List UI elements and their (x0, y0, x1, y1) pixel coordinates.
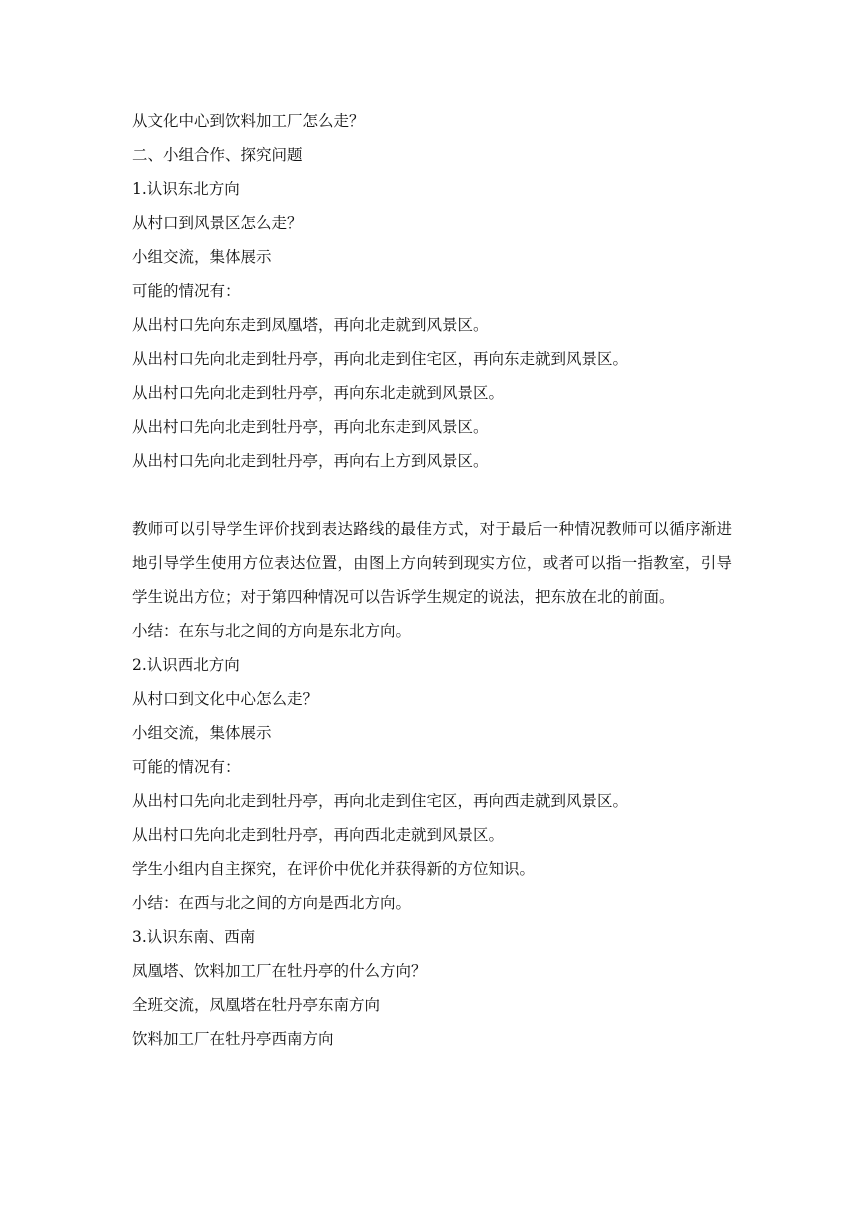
route-option: 从出村口先向北走到牡丹亭，再向北东走到风景区。 (132, 418, 489, 436)
subsection-heading: 1.认识东北方向 (132, 180, 240, 198)
text-line: 学生小组内自主探究，在评价中优化并获得新的方位知识。 (132, 860, 536, 878)
text-line: 饮料加工厂在牡丹亭西南方向 (132, 1030, 334, 1048)
summary-line: 小结：在西与北之间的方向是西北方向。 (132, 894, 412, 912)
question-line: 从村口到文化中心怎么走？ (132, 690, 319, 708)
teacher-guidance-paragraph: 教师可以引导学生评价找到表达路线的最佳方式，对于最后一种情况教师可以循序渐进地引导学生使用方位表达位置，由图上方向转到现实方位，或者可以指一指教室，引导学生说出方位；对于第四种情况可以告诉学生规定的说法，把东放在北的前面。 (132, 520, 732, 606)
subsection-heading: 2.认识西北方向 (132, 656, 240, 674)
route-option: 从出村口先向北走到牡丹亭，再向东北走就到风景区。 (132, 384, 505, 402)
route-option: 从出村口先向北走到牡丹亭，再向北走到住宅区，再向西走就到风景区。 (132, 792, 629, 810)
question-line: 从村口到风景区怎么走？ (132, 214, 303, 232)
route-option: 从出村口先向东走到凤凰塔，再向北走就到风景区。 (132, 316, 489, 334)
summary-line: 小结：在东与北之间的方向是东北方向。 (132, 622, 412, 640)
route-option: 从出村口先向北走到牡丹亭，再向西北走就到风景区。 (132, 826, 505, 844)
section-heading: 二、小组合作、探究问题 (132, 146, 303, 164)
route-option: 从出村口先向北走到牡丹亭，再向右上方到风景区。 (132, 452, 489, 470)
route-option: 从出村口先向北走到牡丹亭，再向北走到住宅区，再向东走就到风景区。 (132, 350, 629, 368)
text-line: 全班交流，凤凰塔在牡丹亭东南方向 (132, 996, 381, 1014)
question-line: 从文化中心到饮料加工厂怎么走？ (132, 112, 365, 130)
blank-line (132, 478, 732, 512)
document-body (132, 104, 732, 1056)
text-line: 可能的情况有： (132, 758, 241, 776)
text-line: 小组交流，集体展示 (132, 248, 272, 266)
question-line: 凤凰塔、饮料加工厂在牡丹亭的什么方向？ (132, 962, 427, 980)
subsection-heading: 3.认识东南、西南 (132, 928, 256, 946)
text-line: 可能的情况有： (132, 282, 241, 300)
text-line: 小组交流，集体展示 (132, 724, 272, 742)
